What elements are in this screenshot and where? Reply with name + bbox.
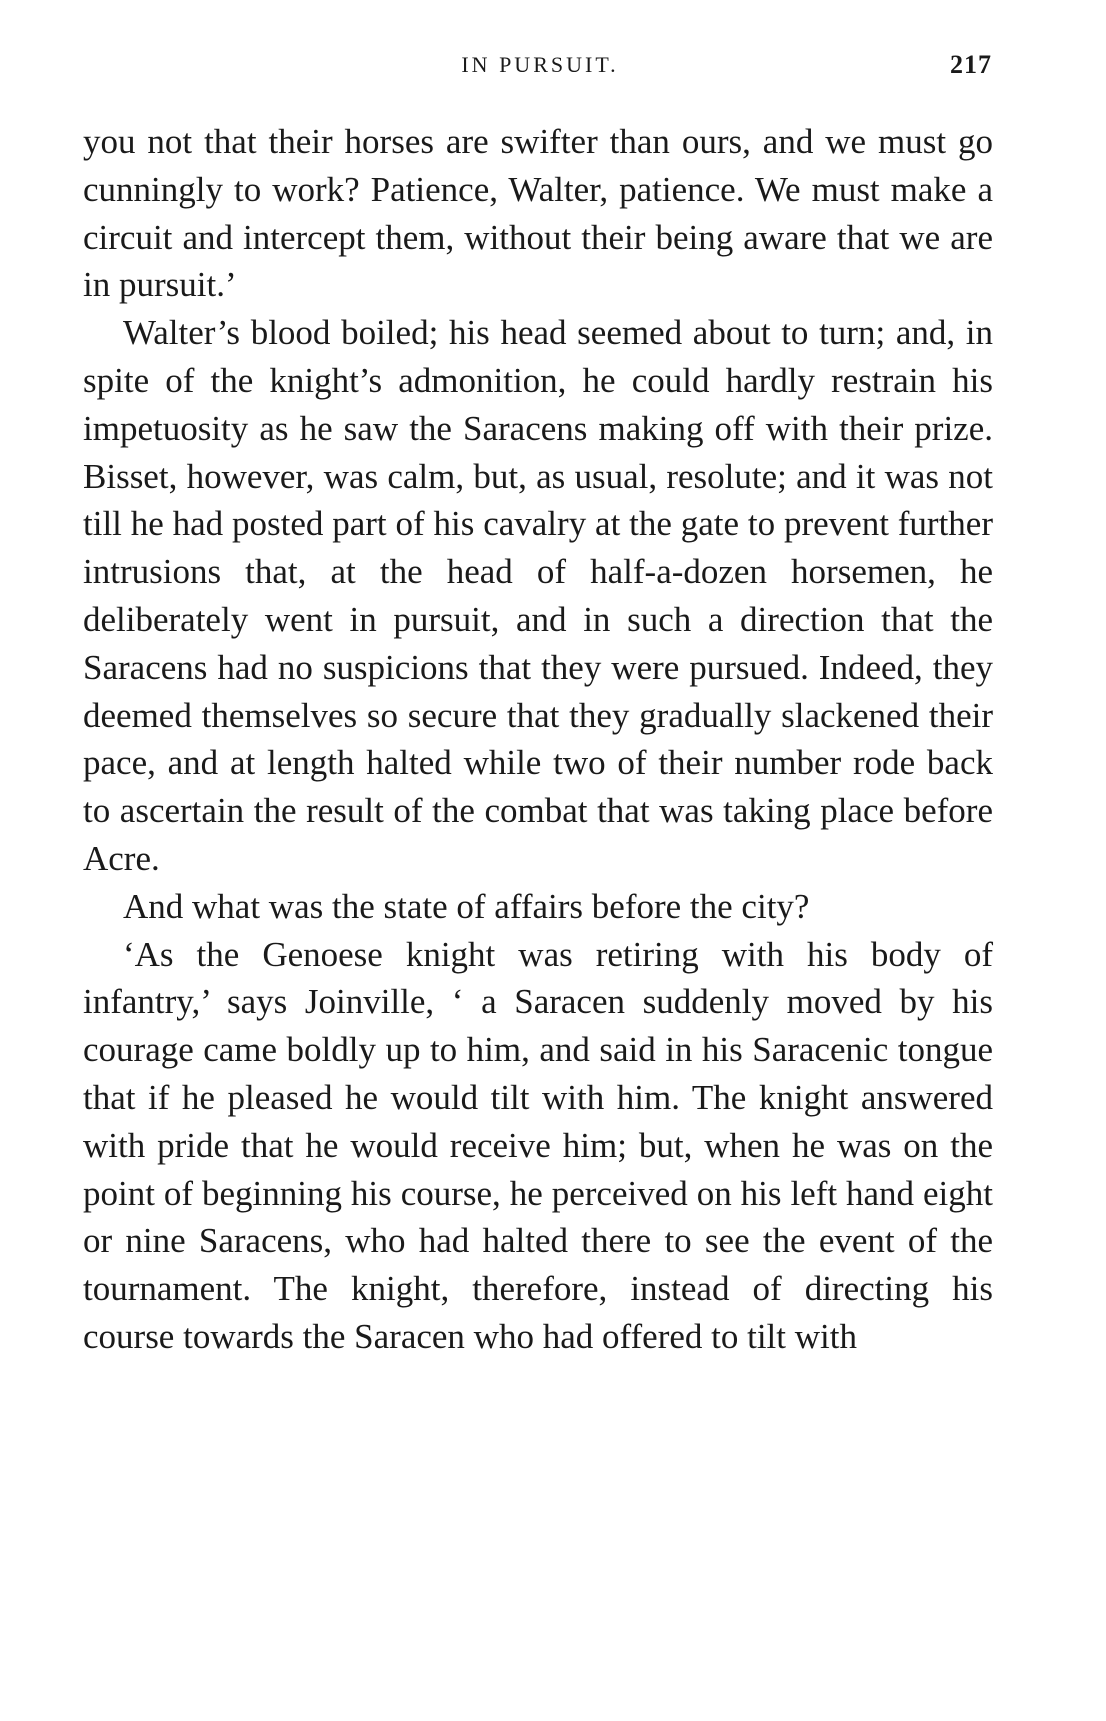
paragraph-continuation: you not that their horses are swifter than ours, and we must go cunningly to work? Patience, Walter, patience. We must make a circuit and intercept them, without their being aware that we are in pursuit.’ (83, 122, 993, 305)
paragraph-walters-blood: Walter’s blood boiled; his head seemed about to turn; and, in spite of the knight’s admonition, he could hardly restrain his impetuosity as he saw the Saracens making off with their prize. Bisset, however, was calm, but, as usual, resolute; and it was not till he had posted part of his cavalry at the gate to prevent further intrusions that, at the head of half-a-dozen horsemen, he deliberately went in pursuit, and in such a direction that the Saracens had no suspicions that they were pursued. Indeed, they deemed themselves so secure that they gradually slackened their pace, and at length halted while two of their number rode back to ascertain the result of the combat that was taking place before Acre. (83, 313, 993, 878)
body-text (83, 118, 993, 1361)
paragraph-state-of-affairs: And what was the state of affairs before the city? (123, 886, 810, 926)
running-head (80, 48, 1000, 88)
paragraph-joinville-quote: ‘As the Genoese knight was retiring with his body of infantry,’ says Joinville, ‘ a Saracen suddenly moved by his courage came boldly up to him, and said in his Saracenic tongue that if he pleased he would tilt with him. The knight answered with pride that he would receive him; but, when he was on the point of beginning his course, he perceived on his left hand eight or nine Saracens, who had halted there to see the event of the tournament. The knight, therefore, instead of directing his course towards the Saracen who had offered to tilt with (83, 934, 993, 1356)
page-number: 217 (950, 50, 992, 79)
running-title: IN PURSUIT. (461, 52, 619, 77)
